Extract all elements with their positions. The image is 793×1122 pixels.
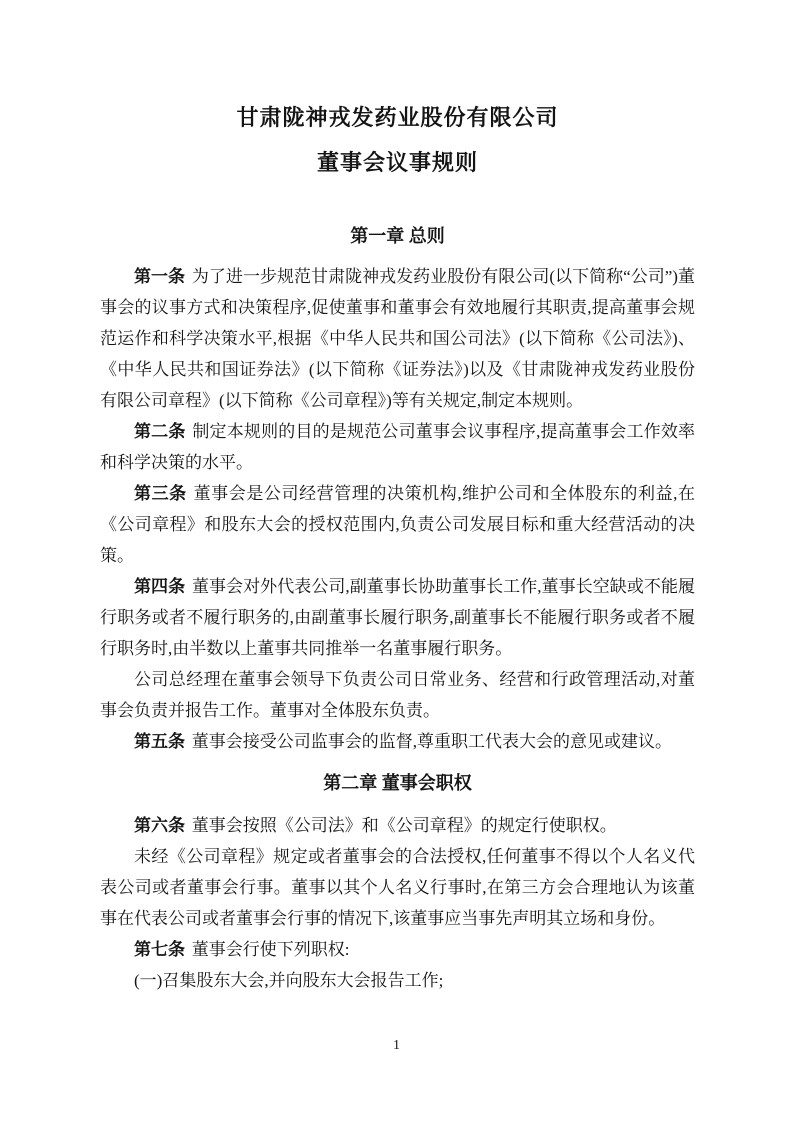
document-title [100,95,695,185]
article-5-number: 第五条 [134,732,185,751]
page-number: 1 [393,1038,400,1053]
article-4-text: 董事会对外代表公司,副董事长协助董事长工作,董事长空缺或不能履行职务或者不履行职务的,由副董事长履行职务,副董事长不能履行职务或者不履行职务时,由半数以上董事共同推举一名董事履行职务。 [100,577,696,658]
article-1-paragraph [100,261,695,416]
article-6-continuation-text: 未经《公司章程》规定或者董事会的合法授权,任何董事不得以个人名义代表公司或者董事会行事。董事以其个人名义行事时,在第三方会合理地认为该董事在代表公司或者董事会行事的情况下,该董事应当事先声明其立场和身份。 [100,847,695,928]
article-2-paragraph [100,416,695,478]
article-7-item-1-paragraph [100,965,695,996]
article-6-paragraph [100,810,695,841]
document-content [100,95,695,996]
article-6-continuation-paragraph [100,841,695,934]
article-4-continuation-text: 公司总经理在董事会领导下负责公司日常业务、经营和行政管理活动,对董事会负责并报告工作。董事对全体股东负责。 [100,670,695,720]
article-4-continuation-paragraph [100,664,695,726]
article-1-text: 为了进一步规范甘肃陇神戎发药业股份有限公司(以下简称“公司”)董事会的议事方式和决策程序,促使董事和董事会有效地履行其职责,提高董事会规范运作和科学决策水平,根据《中华人民共和国公司法》(以下简称《公司法》)、《中华人民共和国证券法》(以下简称《证券法》)以及《甘肃陇神戎发药业股份有限公司章程》(以下简称《公司章程》)等有关规定,制定本规则。 [100,267,695,410]
article-7-number: 第七条 [134,940,185,959]
chapter-2-heading: 第二章 董事会职权 [323,773,472,793]
article-7-item-1-text: (一)召集股东大会,并向股东大会报告工作; [134,971,444,990]
article-1-number: 第一条 [134,267,186,286]
article-5-paragraph [100,726,695,757]
document-title-line-1: 甘肃陇神戎发药业股份有限公司 [236,105,559,130]
article-5-text: 董事会接受公司监事会的监督,尊重职工代表大会的意见或建议。 [191,732,673,751]
article-3-paragraph [100,478,695,571]
chapter-1-heading: 第一章 总则 [350,226,445,246]
article-6-text: 董事会按照《公司法》和《公司章程》的规定行使职权。 [191,816,617,835]
article-3-number: 第三条 [134,484,187,503]
document-title-line-2: 董事会议事规则 [316,150,478,175]
article-7-paragraph [100,934,695,965]
article-2-text: 制定本规则的目的是规范公司董事会议事程序,提高董事会工作效率和科学决策的水平。 [100,422,696,472]
article-2-number: 第二条 [134,422,186,441]
article-7-text: 董事会行使下列职权: [191,940,350,959]
article-6-number: 第六条 [134,816,185,835]
article-4-paragraph [100,571,695,664]
article-4-number: 第四条 [134,577,186,596]
article-3-text: 董事会是公司经营管理的决策机构,维护公司和全体股东的利益,在《公司章程》和股东大会的授权范围内,负责公司发展目标和重大经营活动的决策。 [100,484,696,565]
